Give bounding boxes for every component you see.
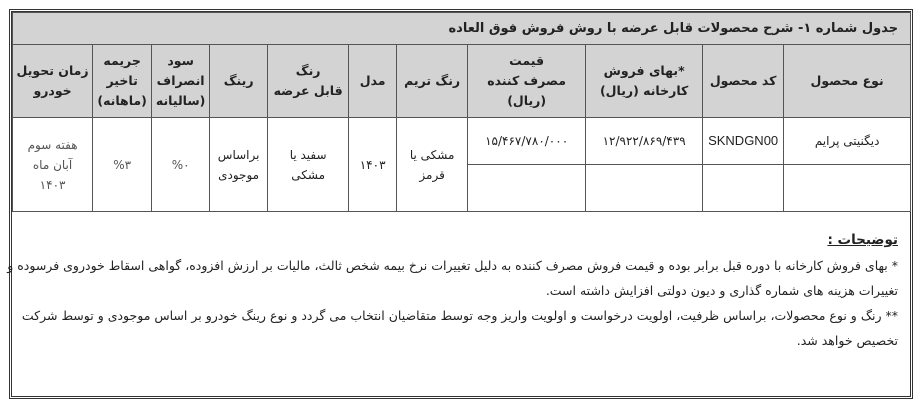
note-line: تخصیص خواهد شد. bbox=[796, 333, 898, 348]
cell-model: ۱۴۰۳ bbox=[349, 118, 397, 212]
header-delivery-time: زمان تحویل خودرو bbox=[13, 45, 93, 118]
note-line: * بهای فروش کارخانه با دوره قبل برابر بوده و قیمت فروش مصرف کننده به دلیل تغییرات نرخ بیمه شخص ثالث، مالیات بر ارزش افزوده، گواهی اسقاط خودروی فرسوده و bbox=[7, 258, 898, 273]
cell-product-type: دیگنیتی پرایم bbox=[784, 118, 911, 165]
header-product-code: کد محصول bbox=[703, 45, 784, 118]
header-penalty: جریمه تاخیر (ماهانه) bbox=[93, 45, 152, 118]
header-factory-price: *بهای فروش کارخانه (ریال) bbox=[586, 45, 703, 118]
cell-rim: براساس موجودی bbox=[210, 118, 268, 212]
note-line: ** رنگ و نوع محصولات، براساس ظرفیت، اولویت درخواست و اولویت واریز وجه توسط متقاضیان انتخاب می گردد و نوع رینگ خودرو بر اساس موجودی و توسط شرکت bbox=[21, 308, 898, 323]
cell-empty bbox=[784, 165, 911, 212]
note-line: تغییرات هزینه های شماره گذاری و دیون دولتی افزایش داشته است. bbox=[545, 283, 898, 298]
cell-penalty: %۳ bbox=[93, 118, 152, 212]
header-color: رنگ قابل عرضه bbox=[268, 45, 349, 118]
cell-empty bbox=[703, 165, 784, 212]
cell-empty bbox=[468, 165, 586, 212]
cell-color: سفید یا مشکی bbox=[268, 118, 349, 212]
table-row bbox=[13, 118, 911, 165]
header-trim-color: رنگ تریم bbox=[397, 45, 468, 118]
header-model: مدل bbox=[349, 45, 397, 118]
header-profit: سود انصراف (سالیانه bbox=[152, 45, 210, 118]
notes-section bbox=[7, 222, 898, 348]
cell-consumer-price: ۱۵/۴۶۷/۷۸۰/۰۰۰ bbox=[468, 118, 586, 165]
cell-trim-color: مشکی یا قرمز bbox=[397, 118, 468, 212]
header-consumer-price: قیمت مصرف کننده (ریال) bbox=[468, 45, 586, 118]
cell-empty bbox=[586, 165, 703, 212]
table-title: جدول شماره ۱- شرح محصولات قابل عرضه با روش فروش فوق العاده bbox=[13, 13, 911, 45]
cell-profit: %۰ bbox=[152, 118, 210, 212]
document-frame bbox=[9, 9, 913, 399]
cell-product-code: SKNDGN00 bbox=[703, 118, 784, 165]
products-table bbox=[12, 12, 911, 212]
table-header-row bbox=[13, 45, 911, 118]
cell-delivery-time: هفته سوم آبان ماه ۱۴۰۳ bbox=[13, 118, 93, 212]
header-rim: رینگ bbox=[210, 45, 268, 118]
cell-factory-price: ۱۲/۹۲۲/۸۶۹/۴۳۹ bbox=[586, 118, 703, 165]
notes-title: توضیحات : bbox=[827, 232, 898, 248]
header-product-type: نوع محصول bbox=[784, 45, 911, 118]
